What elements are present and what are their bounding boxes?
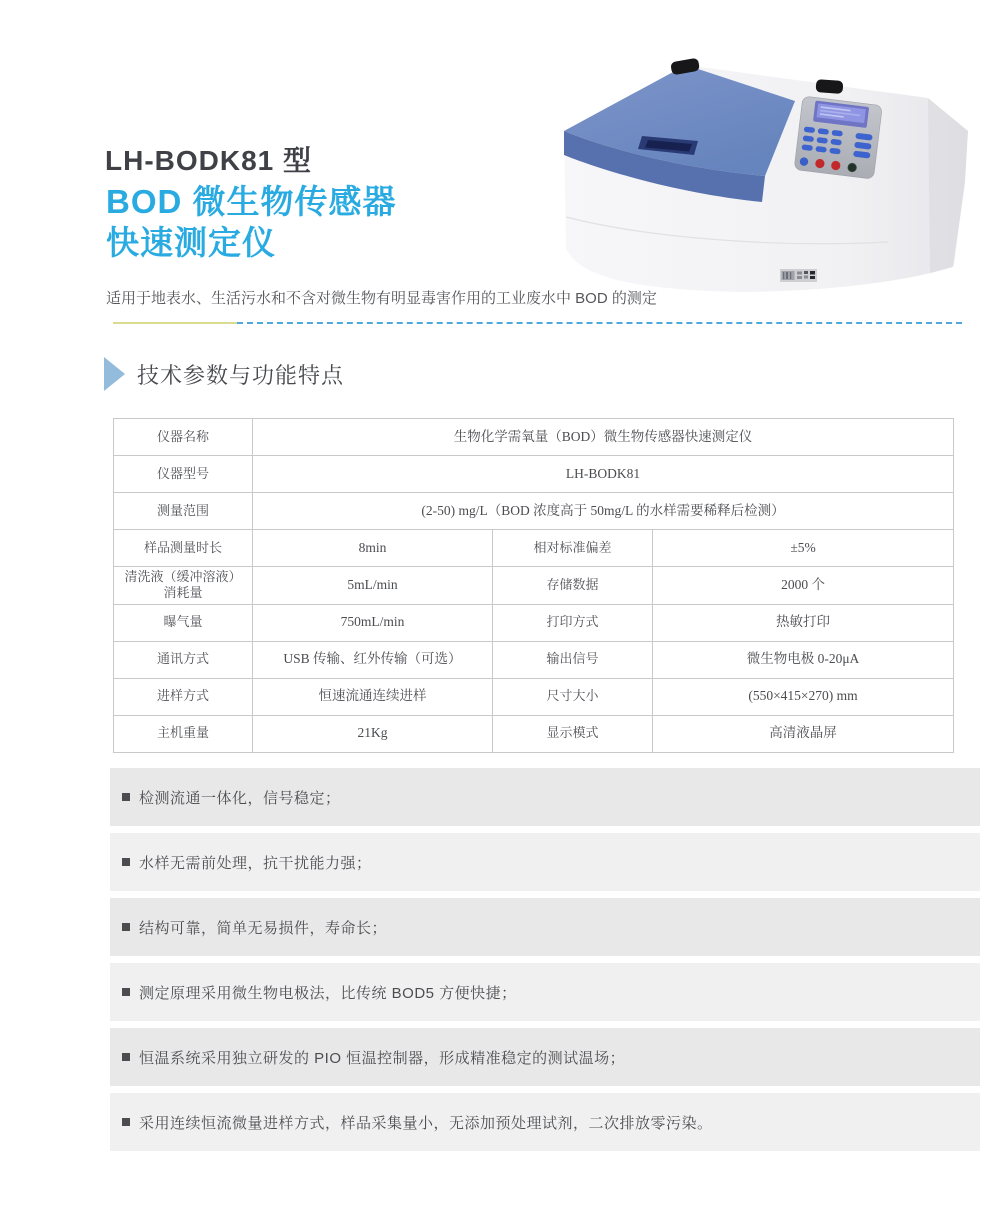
spec-value: 生物化学需氧量（BOD）微生物传感器快速测定仪 bbox=[253, 419, 954, 456]
spec-value: (2-50) mg/L（BOD 浓度高于 50mg/L 的水样需要稀释后检测） bbox=[253, 493, 954, 530]
divider-blue-dashed-segment bbox=[237, 322, 962, 325]
feature-text: 测定原理采用微生物电极法，比传统 BOD5 方便快捷； bbox=[139, 984, 517, 1002]
spec-label: 打印方式 bbox=[493, 604, 653, 641]
spec-label: 样品测量时长 bbox=[114, 530, 253, 567]
spec-label: 进样方式 bbox=[114, 678, 253, 715]
spec-value: 5mL/min bbox=[253, 567, 493, 605]
spec-label: 尺寸大小 bbox=[493, 678, 653, 715]
feature-text: 恒温系统采用独立研发的 PIO 恒温控制器，形成精准稳定的测试温场； bbox=[139, 1049, 626, 1067]
serial-label bbox=[780, 269, 817, 282]
spec-value: 8min bbox=[253, 530, 493, 567]
table-row bbox=[114, 493, 954, 530]
feature-text: 采用连续恒流微量进样方式，样品采集量小，无添加预处理试剂，二次排放零污染。 bbox=[139, 1114, 713, 1132]
spec-label: 曝气量 bbox=[114, 604, 253, 641]
spec-label: 存储数据 bbox=[493, 567, 653, 605]
spec-label: 仪器型号 bbox=[114, 456, 253, 493]
product-title-line2: 快速测定仪 bbox=[106, 224, 276, 261]
table-row bbox=[114, 456, 954, 493]
spec-value: 21Kg bbox=[253, 715, 493, 752]
feature-item bbox=[110, 963, 980, 1021]
spec-label: 相对标准偏差 bbox=[493, 530, 653, 567]
spec-value: (550×415×270) mm bbox=[653, 678, 954, 715]
spec-value: 微生物电极 0-20μA bbox=[653, 641, 954, 678]
bullet-square-icon bbox=[122, 1118, 130, 1126]
divider bbox=[113, 322, 962, 325]
bullet-square-icon bbox=[122, 793, 130, 801]
feature-item bbox=[110, 898, 980, 956]
table-row bbox=[114, 604, 954, 641]
table-row bbox=[114, 419, 954, 456]
spec-label: 输出信号 bbox=[493, 641, 653, 678]
spec-label: 主机重量 bbox=[114, 715, 253, 752]
feature-text: 结构可靠，简单无易损件，寿命长； bbox=[139, 919, 388, 937]
spec-value: 恒速流通连续进样 bbox=[253, 678, 493, 715]
feature-text: 检测流通一体化，信号稳定； bbox=[139, 789, 341, 807]
spec-label: 显示模式 bbox=[493, 715, 653, 752]
bullet-square-icon bbox=[122, 858, 130, 866]
spec-label: 测量范围 bbox=[114, 493, 253, 530]
spec-label: 清洗液（缓冲溶液）消耗量 bbox=[114, 567, 253, 605]
feature-item bbox=[110, 768, 980, 826]
table-row bbox=[114, 530, 954, 567]
spec-table bbox=[113, 418, 954, 753]
spec-value: ±5% bbox=[653, 530, 954, 567]
table-row bbox=[114, 567, 954, 605]
spec-value: USB 传输、红外传输（可选） bbox=[253, 641, 493, 678]
divider-yellow-segment bbox=[113, 322, 237, 325]
table-row bbox=[114, 641, 954, 678]
section-title: 技术参数与功能特点 bbox=[137, 362, 345, 388]
product-description: 适用于地表水、生活污水和不含对微生物有明显毒害作用的工业废水中 BOD 的测定 bbox=[106, 290, 657, 307]
control-panel bbox=[794, 96, 882, 179]
table-row bbox=[114, 678, 954, 715]
feature-item bbox=[110, 1093, 980, 1151]
feature-item bbox=[110, 1028, 980, 1086]
bullet-square-icon bbox=[122, 988, 130, 996]
spec-label: 仪器名称 bbox=[114, 419, 253, 456]
product-model: LH-BODK81 型 bbox=[105, 145, 313, 176]
feature-item bbox=[110, 833, 980, 891]
spec-label: 通讯方式 bbox=[114, 641, 253, 678]
spec-value: 2000 个 bbox=[653, 567, 954, 605]
product-image bbox=[558, 52, 988, 297]
spec-value: 750mL/min bbox=[253, 604, 493, 641]
bullet-square-icon bbox=[122, 923, 130, 931]
section-marker-triangle-icon bbox=[104, 357, 125, 391]
table-row bbox=[114, 715, 954, 752]
feature-text: 水样无需前处理，抗干扰能力强； bbox=[139, 854, 372, 872]
bullet-square-icon bbox=[122, 1053, 130, 1061]
spec-value: 热敏打印 bbox=[653, 604, 954, 641]
spec-value: LH-BODK81 bbox=[253, 456, 954, 493]
device-body-right-shade bbox=[928, 98, 968, 273]
spec-value: 高清液晶屏 bbox=[653, 715, 954, 752]
product-title-line1: BOD 微生物传感器 bbox=[106, 183, 397, 220]
section-heading bbox=[104, 356, 344, 392]
